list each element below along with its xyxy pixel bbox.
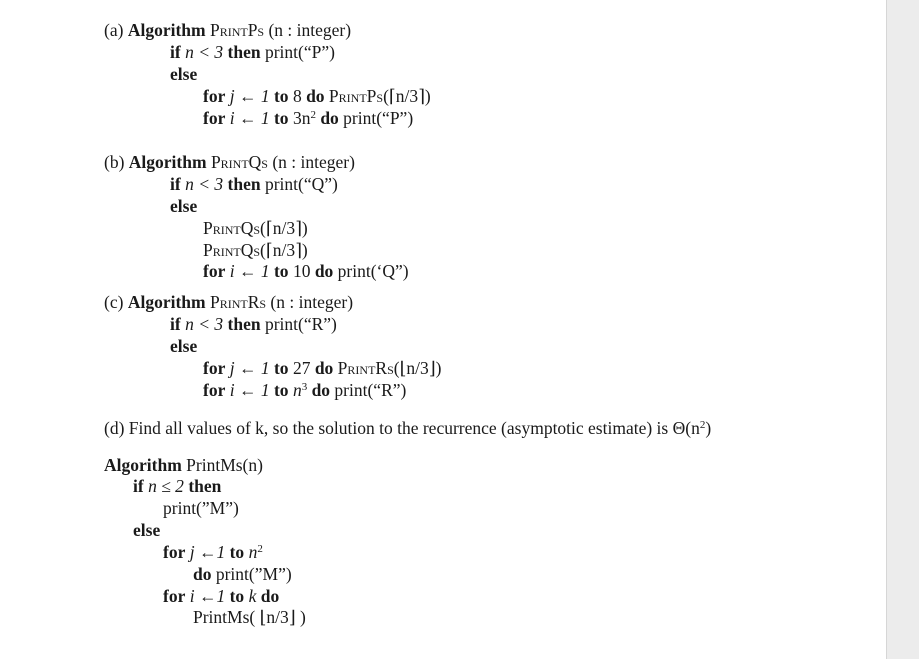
print-statement: print(“R”) (334, 380, 407, 400)
algo-a-line-2: else (170, 64, 198, 84)
kw-to: to (273, 380, 289, 400)
kw-for: for (203, 380, 226, 400)
loop-var: j ← 1 (229, 86, 270, 106)
algo-a-line-1 (170, 42, 335, 62)
algo-b-name: PrintQs (210, 152, 268, 172)
print-statement: print(“P”) (343, 108, 414, 128)
kw-do: do (320, 108, 339, 128)
algo-c-line-4 (203, 380, 406, 400)
kw-then: then (227, 314, 261, 334)
algo-c-line-1 (170, 314, 337, 334)
algo-d-line-1 (133, 476, 221, 496)
condition: n < 3 (185, 174, 224, 194)
kw-if: if (170, 314, 181, 334)
loop-var: i ←1 (189, 586, 226, 606)
kw-if: if (133, 476, 144, 496)
kw-for: for (203, 261, 226, 281)
algo-a-line-4 (203, 108, 413, 128)
algo-d-header (104, 455, 263, 475)
loop-bound: n (292, 380, 302, 400)
algo-a-name: PrintPs (209, 20, 265, 40)
algo-b-signature: (n : integer) (272, 152, 355, 172)
loop-bound: 3n (292, 108, 311, 128)
loop-var: j ←1 (189, 542, 226, 562)
print-statement: print(‘Q”) (337, 261, 409, 281)
algo-b-line-5 (203, 261, 409, 281)
loop-bound: k (248, 586, 257, 606)
kw-do: do (314, 261, 334, 281)
loop-bound: n (248, 542, 258, 562)
condition: n < 3 (185, 42, 224, 62)
kw-to: to (229, 586, 245, 606)
loop-var: i ← 1 (229, 108, 270, 128)
kw-do: do (314, 358, 334, 378)
algo-c-line-2: else (170, 336, 198, 356)
kw-to: to (273, 358, 289, 378)
kw-to: to (229, 542, 245, 562)
print-statement: print(”M”) (215, 564, 292, 584)
algo-d-line-5 (193, 564, 292, 584)
recursive-call: PrintPs (328, 86, 384, 106)
algo-b-header (104, 152, 355, 172)
condition: n ≤ 2 (148, 476, 184, 496)
algo-d-line-2: print(”M”) (163, 498, 239, 518)
print-statement: print(“P”) (264, 42, 335, 62)
algo-a-header (104, 20, 351, 40)
kw-then: then (227, 174, 261, 194)
print-statement: print(“Q”) (264, 174, 338, 194)
algo-c-signature: (n : integer) (270, 292, 354, 312)
kw-if: if (170, 42, 181, 62)
call-arg: (⌈n/3⌉) (260, 240, 308, 260)
algo-c-line-3 (203, 358, 441, 378)
algo-c-label: (c) (104, 292, 124, 312)
algo-d-line-6 (163, 586, 279, 606)
call-arg: (⌈n/3⌉) (260, 218, 308, 238)
kw-to: to (273, 108, 289, 128)
algo-a-line-3 (203, 86, 431, 106)
question-text-end: ) (705, 418, 712, 438)
kw-for: for (163, 586, 186, 606)
kw-for: for (203, 358, 226, 378)
call-arg: (⌈n/3⌉) (383, 86, 431, 106)
exponent: 2 (310, 109, 316, 121)
question-d (104, 418, 711, 438)
exponent: 2 (257, 543, 263, 555)
print-statement: print(“R”) (264, 314, 337, 334)
kw-to: to (273, 86, 289, 106)
kw-if: if (170, 174, 181, 194)
kw-then: then (188, 476, 222, 496)
loop-var: i ← 1 (229, 261, 270, 281)
loop-bound: 27 (292, 358, 311, 378)
loop-var: j ← 1 (229, 358, 270, 378)
algo-b-keyword: Algorithm (128, 152, 207, 172)
recursive-call: PrintRs (337, 358, 394, 378)
algo-d-line-7: PrintMs( ⌊n/3⌋ ) (193, 607, 306, 627)
kw-do: do (306, 86, 325, 106)
condition: n < 3 (185, 314, 224, 334)
kw-for: for (203, 86, 226, 106)
algo-d-name: PrintMs(n) (186, 455, 263, 475)
scrollbar-gutter[interactable] (886, 0, 919, 659)
algo-b-line-4 (203, 240, 308, 260)
algo-c-name: PrintRs (209, 292, 267, 312)
kw-do: do (193, 564, 212, 584)
algo-b-label: (b) (104, 152, 125, 172)
kw-then: then (227, 42, 261, 62)
algo-c-keyword: Algorithm (127, 292, 206, 312)
algo-a-keyword: Algorithm (127, 20, 206, 40)
algo-a-signature: (n : integer) (268, 20, 352, 40)
call-arg: (⌊n/3⌋) (393, 358, 442, 378)
algo-d-line-4 (163, 542, 263, 562)
kw-to: to (273, 261, 289, 281)
recursive-call: PrintQs (203, 218, 261, 238)
kw-do: do (260, 586, 280, 606)
algo-b-line-3 (203, 218, 308, 238)
algo-c-header (104, 292, 353, 312)
exponent: 2 (699, 419, 706, 431)
kw-do: do (311, 380, 331, 400)
algo-b-line-1 (170, 174, 338, 194)
loop-bound: 10 (292, 261, 311, 281)
loop-var: i ← 1 (229, 380, 270, 400)
algo-a-label: (a) (104, 20, 124, 40)
kw-for: for (163, 542, 186, 562)
recursive-call: PrintQs (203, 240, 261, 260)
loop-bound: 8 (292, 86, 302, 106)
question-text: (d) Find all values of k, so the solution to the recurrence (asymptotic estimate) is Θ(n (104, 418, 700, 438)
exponent: 3 (301, 381, 308, 393)
algo-b-line-2: else (170, 196, 198, 216)
kw-for: for (203, 108, 226, 128)
algo-d-line-3: else (133, 520, 161, 540)
algo-d-keyword: Algorithm (104, 455, 182, 475)
